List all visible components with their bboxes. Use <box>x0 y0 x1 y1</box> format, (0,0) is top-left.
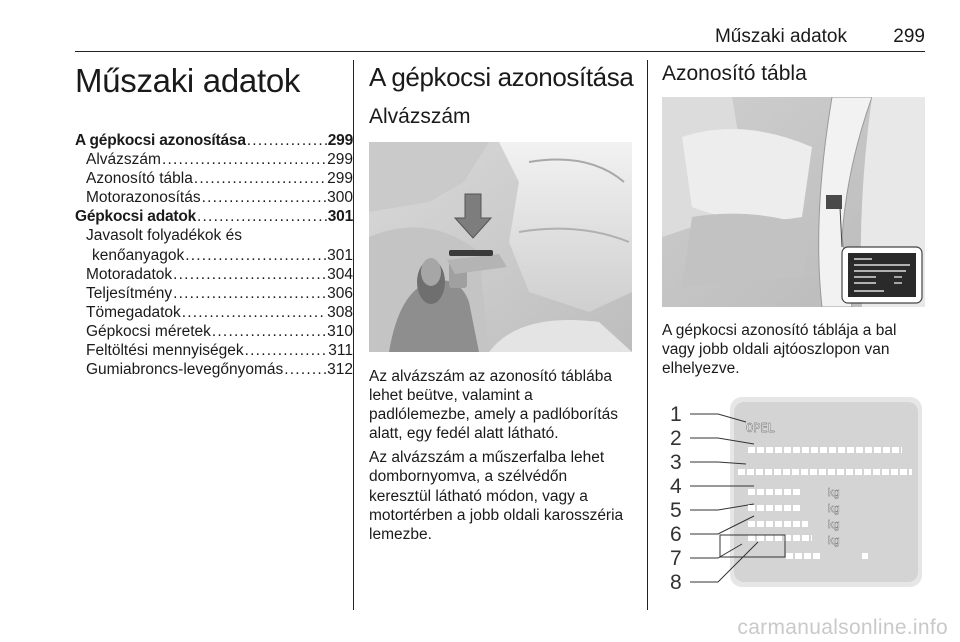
toc-entry-label: Azonosító tábla <box>86 170 193 188</box>
page-number: 299 <box>893 26 925 47</box>
toc-page-number: 299 <box>327 151 353 169</box>
toc-entry-label: Teljesítmény <box>86 284 173 302</box>
watermark: carmanualsonline.info <box>737 616 948 639</box>
toc-leader-dots <box>194 169 326 188</box>
toc-entry[interactable] <box>75 265 353 284</box>
toc-page-number: 306 <box>327 284 353 302</box>
callout-number: 5 <box>670 499 682 523</box>
callout-number: 1 <box>670 403 682 427</box>
subsection-title-id-plate: Azonosító tábla <box>662 62 807 85</box>
id-plate-column <box>662 62 930 592</box>
plate-unit-label: kg <box>828 503 840 516</box>
plate-unit-label: kg <box>828 535 840 548</box>
toc-section-entry[interactable] <box>75 131 353 150</box>
toc-page-number: 299 <box>327 132 353 149</box>
column-divider-2 <box>647 60 648 610</box>
plate-unit-label: kg <box>828 519 840 532</box>
column-divider-1 <box>353 60 354 610</box>
toc-entry-label: Motorazonosítás <box>86 189 201 207</box>
id-plate-location-illustration <box>662 97 925 307</box>
toc-entry[interactable] <box>75 188 353 207</box>
toc-page-number: 300 <box>327 189 353 207</box>
id-plate-detail-diagram <box>662 392 922 592</box>
vin-column <box>369 62 633 549</box>
id-plate-paragraph: A gépkocsi azonosító táblája a bal vagy jobb oldali ajtóoszlopon van elhelyezve. <box>662 322 897 378</box>
toc-entry-label: Feltöltési mennyiségek <box>86 342 244 360</box>
toc-page-number: 301 <box>327 208 353 226</box>
running-header-section: Műszaki adatok <box>714 26 847 47</box>
toc-entry[interactable] <box>75 284 353 303</box>
toc-entry[interactable] <box>75 322 353 341</box>
toc-page-number: 308 <box>327 303 353 321</box>
callout-number: 4 <box>670 475 682 499</box>
table-of-contents <box>75 131 353 379</box>
toc-entry[interactable] <box>75 150 353 169</box>
vin-location-illustration <box>369 142 632 352</box>
running-header <box>75 26 925 52</box>
toc-leader-dots <box>202 188 327 207</box>
toc-leader-dots <box>212 322 326 341</box>
vin-paragraph-2: Az alvázszám a műszerfalba lehet dombornyomva, a szélvédőn keresztül látható módon, vagy a motortérben a jobb oldali karosszéria lemezbe. <box>369 449 624 543</box>
toc-entry-label: Gépkocsi méretek <box>86 322 211 340</box>
toc-leader-dots <box>182 303 326 322</box>
toc-page-number: 304 <box>327 265 353 283</box>
toc-entry-label: kenőanyagok <box>92 246 185 264</box>
toc-entry-label: Gumiabroncs-levegőnyomás <box>86 361 284 379</box>
toc-leader-dots <box>173 284 326 303</box>
toc-entry[interactable] <box>75 246 353 265</box>
toc-entry-label: Alvázszám <box>86 151 161 169</box>
toc-leader-dots <box>247 131 327 150</box>
toc-leader-dots <box>284 360 326 379</box>
toc-column <box>75 62 353 379</box>
toc-page-number: 301 <box>327 246 353 264</box>
toc-page-number: 299 <box>327 170 353 188</box>
callout-number: 6 <box>670 523 682 547</box>
callout-number: 8 <box>670 571 682 593</box>
toc-entry[interactable] <box>75 169 353 188</box>
toc-leader-dots <box>245 341 328 360</box>
toc-entry-label: Javasolt folyadékok és <box>86 227 242 245</box>
callout-number: 7 <box>670 547 682 571</box>
toc-entry[interactable] <box>75 303 353 322</box>
toc-leader-dots <box>162 150 326 169</box>
callout-number: 3 <box>670 451 682 475</box>
toc-leader-dots <box>197 207 327 226</box>
toc-entry-label: A gépkocsi azonosítása <box>75 132 246 149</box>
toc-entry-label: Tömegadatok <box>86 303 181 321</box>
callout-number: 2 <box>670 427 682 451</box>
toc-entry-label: Motoradatok <box>86 265 173 283</box>
subsection-title-vin: Alvázszám <box>369 105 471 128</box>
toc-page-number: 312 <box>327 361 353 379</box>
toc-section-entry[interactable] <box>75 207 353 226</box>
toc-leader-dots <box>173 265 326 284</box>
toc-leader-dots <box>185 246 326 265</box>
toc-entry[interactable] <box>75 341 353 360</box>
plate-unit-label: kg <box>828 487 840 500</box>
section-title: A gépkocsi azonosítása <box>369 62 634 92</box>
vin-paragraph-1: Az alvázszám az azonosító táblába lehet beütve, valamint a padlólemezbe, amely a padlóborítás alatt, egy fedél alatt látható. <box>369 368 619 443</box>
toc-page-number: 310 <box>327 322 353 340</box>
toc-entry[interactable] <box>75 360 353 379</box>
toc-entry-label: Gépkocsi adatok <box>75 208 197 226</box>
toc-page-number: 311 <box>328 342 353 360</box>
chapter-title: Műszaki adatok <box>75 62 301 99</box>
plate-brand: OPEL <box>746 421 775 436</box>
